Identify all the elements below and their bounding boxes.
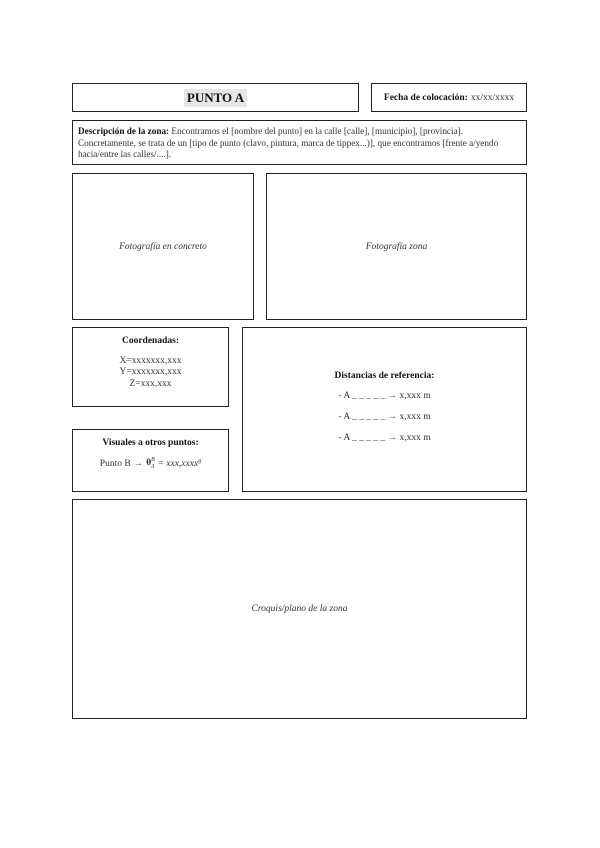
photo-detail-label: Fotografía en concreto xyxy=(119,241,207,252)
description-text: Encontramos el [nombre del punto] en la calle [calle], [municipio], [provincia]. Concretamente, se trata de un [tipo de punto (clavo, pintura, marca de tippex...)], que encontramos [frente a/yendo hacia/entre las calles/....]. xyxy=(78,126,499,159)
distances-box xyxy=(242,327,527,492)
sketch-box xyxy=(72,499,527,719)
visuals-heading: Visuales a otros puntos: xyxy=(102,438,199,448)
visual-target: Punto B xyxy=(99,458,131,469)
arrow-right-icon: → xyxy=(387,412,398,422)
distance-label: - A _ _ _ _ _ xyxy=(338,412,386,422)
date-label: Fecha de colocación: xyxy=(383,92,468,103)
visual-formula xyxy=(100,457,201,470)
arrow-right-icon: → xyxy=(387,433,398,443)
description-box xyxy=(72,120,527,165)
visuals-box xyxy=(72,429,229,492)
coordinates-box xyxy=(72,327,229,407)
arrow-right-icon: → xyxy=(387,391,398,401)
photo-detail-box xyxy=(72,173,254,320)
coordinate-x: X=xxxxxxx,xxx xyxy=(119,355,182,366)
distance-row xyxy=(243,391,526,401)
coordinate-y: Y=xxxxxxx,xxx xyxy=(119,367,182,377)
arrow-right-icon: → xyxy=(133,458,144,469)
distance-row xyxy=(243,412,526,422)
distances-heading: Distancias de referencia: xyxy=(334,371,435,381)
sketch-label: Croquis/plano de la zona xyxy=(251,604,348,614)
distance-value: x,xxx m xyxy=(399,412,431,422)
theta-superscript: B xyxy=(151,457,155,463)
distance-value: x,xxx m xyxy=(399,433,431,443)
page-title: PUNTO A xyxy=(184,89,247,107)
date-value: xx/xx/xxxx xyxy=(470,92,515,103)
visual-value: = xxx,xxxx$^g$ xyxy=(157,457,202,470)
distance-value: x,xxx m xyxy=(399,391,431,401)
description-label: Descripción de la zona: xyxy=(78,126,170,136)
distance-row xyxy=(243,433,526,443)
theta-symbol: $\theta^B_A$ xyxy=(146,457,155,471)
photo-zone-label: Fotografía zona xyxy=(365,241,428,252)
visual-unit: g xyxy=(198,457,202,464)
date-box xyxy=(371,83,527,112)
distance-label: - A _ _ _ _ _ xyxy=(338,391,386,401)
title-box xyxy=(72,83,359,112)
theta-subscript: A xyxy=(150,464,155,471)
distance-label: - A _ _ _ _ _ xyxy=(338,433,386,443)
coordinate-z: Z=xxx,xxx xyxy=(129,378,172,389)
coordinates-heading: Coordenadas: xyxy=(121,336,179,346)
photo-zone-box xyxy=(266,173,527,320)
